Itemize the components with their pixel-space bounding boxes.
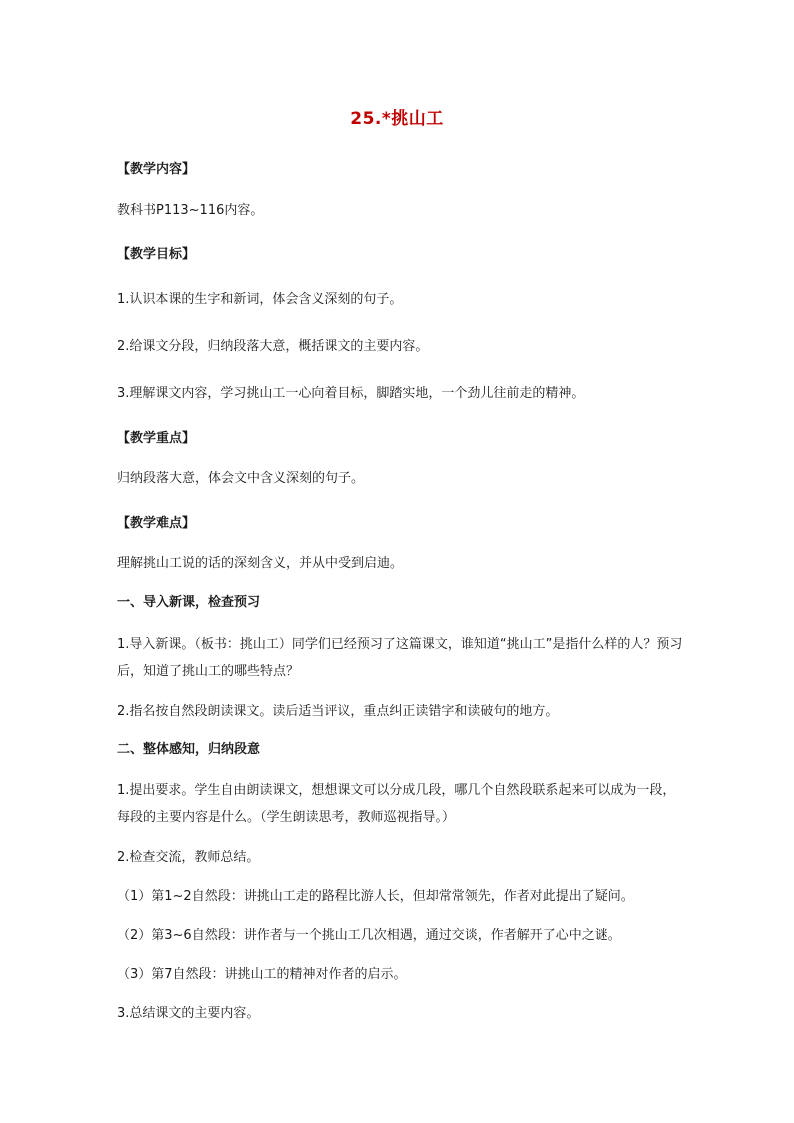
goal-item-2: 2.给课文分段，归纳段落大意，概括课文的主要内容。 bbox=[117, 339, 429, 354]
part2-sub-item-1: （1）第1~2自然段：讲挑山工走的路程比游人长，但却常常领先，作者对此提出了疑问。 bbox=[117, 889, 634, 904]
page-title: 25.*挑山工 bbox=[350, 109, 444, 129]
part2-item-2: 2.检查交流，教师总结。 bbox=[117, 850, 260, 865]
part2-item-1: 1.提出要求。学生自由朗读课文，想想课文可以分成几段，哪几个自然段联系起来可以成为一段，每段的主要内容是什么。（学生朗读思考，教师巡视指导。） bbox=[117, 783, 676, 825]
part2-sub-item-2: （2）第3~6自然段：讲作者与一个挑山工几次相遇，通过交谈，作者解开了心中之谜。 bbox=[117, 928, 621, 943]
part2-sub-item-3: （3）第7自然段：讲挑山工的精神对作者的启示。 bbox=[117, 967, 407, 982]
goal-item-3: 3.理解课文内容，学习挑山工一心向着目标，脚踏实地，一个劲儿往前走的精神。 bbox=[117, 386, 585, 401]
content-heading: 【教学内容】 bbox=[117, 162, 196, 177]
key-text: 归纳段落大意，体会文中含义深刻的句子。 bbox=[117, 471, 365, 486]
difficulty-text: 理解挑山工说的话的深刻含义，并从中受到启迪。 bbox=[117, 556, 404, 571]
part2-item-3: 3.总结课文的主要内容。 bbox=[117, 1006, 260, 1021]
goals-heading: 【教学目标】 bbox=[117, 247, 196, 262]
goal-item-1: 1.认识本课的生字和新词，体会含义深刻的句子。 bbox=[117, 292, 403, 307]
part1-item-2: 2.指名按自然段朗读课文。读后适当评议，重点纠正读错字和读破句的地方。 bbox=[117, 704, 559, 719]
part1-item-1: 1.导入新课。（板书：挑山工）同学们已经预习了这篇课文，谁知道“挑山工”是指什么样的人？预习后，知道了挑山工的哪些特点？ bbox=[117, 637, 683, 679]
part2-heading: 二、整体感知，归纳段意 bbox=[117, 742, 261, 757]
content-text: 教科书P113~116内容。 bbox=[117, 203, 264, 218]
key-heading: 【教学重点】 bbox=[117, 431, 196, 446]
difficulty-heading: 【教学难点】 bbox=[117, 516, 196, 531]
part1-heading: 一、导入新课，检查预习 bbox=[117, 595, 261, 610]
